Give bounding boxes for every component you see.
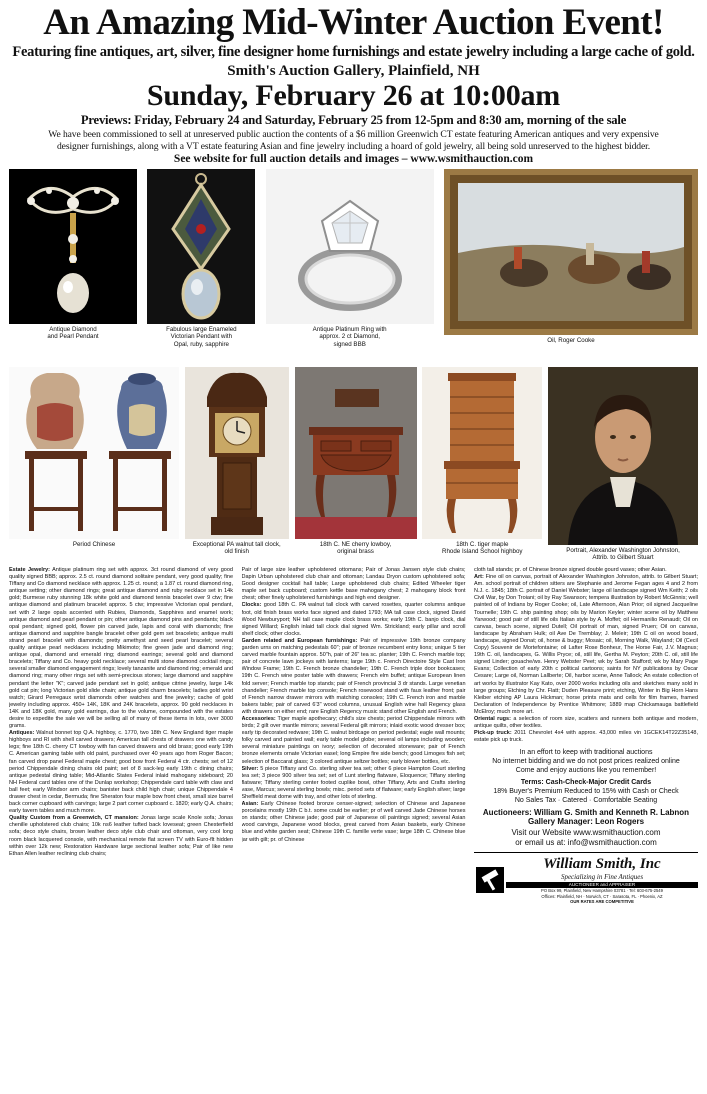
manager-line: Gallery Manager: Leon Rogers [527, 817, 645, 827]
logo-offices: Offices: Plainfield, NH · Norwich, CT · Sarasota, FL · Phoenix, AZ [541, 893, 663, 899]
logo-address: PO Box 99, Plainfield, New Hampshire 03781 · Tel: 603-675-2549 [541, 888, 663, 894]
photo-cell-portrait [548, 367, 698, 562]
terms-line: Terms: Cash-Check-Major Credit Cards [520, 779, 652, 787]
photo-caption: Period Chinese [72, 541, 116, 548]
email-line[interactable]: or email us at: info@wsmithauction.com [515, 838, 657, 848]
photo-caption: Oil, Roger Cooke [547, 337, 595, 344]
listing-columns [9, 567, 698, 1072]
notice-line: Come and enjoy auctions like you remember! [515, 767, 657, 775]
auction-date: Sunday, February 26 at 10:00am [146, 79, 561, 112]
photo-cell-ring [266, 169, 434, 348]
paragraph-garden: Garden related and European furnishings: Pair of impressive 19th bronze company garden urns on matching pedestals 60"; pair of bronze recumbent entry lions; unique 5 tier carved marble fountain approx. 50"h, pair of 26" tea sc. planter; 19th C. French marble top; pair of concrete lawn jockeys with lanterns; large 19th c. French Directoire Style Cast Iron Window Frame; 19th C. French bronze chandelier; 19th C. French triple door bookcases; 19th C. French wine poster table with drawers; French elm buffet; antique European linen fold server; French marble top stands; pair of French provincial 3 dr stands. Large venetian chandelier; French marble top console; French rosewood stand with faux leather front; pair of French narrow drawer mirrors with matching consoles; 19th C. French iron and marble bakers table; pair of carved 6'3" wood columns, unusual English wine hall Regency glass with drawers on either end; rare English Regency music stand other English and French. [241, 637, 466, 715]
photo-cell-chinese [9, 367, 179, 548]
notice-line: In an effort to keep with traditional auctions [519, 749, 653, 757]
photo-caption: Portrait, Alexander Washington Johnston, Attrib. to Gilbert Stuart [566, 547, 680, 562]
pendant-photo [9, 169, 137, 324]
column-3 [474, 567, 698, 1072]
paragraph-estate-jewelry: Estate Jewelry: Antique platinum ring set with approx. 3ct round diamond of very good quality signed BBB; approx. 2.5 ct. round diamond solitaire pendant, very good quality; fine Tiffany and Co diamond necklace with approx. 1.25 ct. round; a 1.87 ct. round diamond ring, antique setting; other diamond rings; great antique diamond and ruby necklace set in 14k gold; Burmese ruby stunning 18k white gold and diamond tennis bracelet over 9 ctw; fine antique diamond and platinum bracelet approx. 5 ctw; impressive Victorian opal pendant, set with 2 large opals accented with Rubies, Diamonds, Sapphires and enamel work; antique diamond and pearl pendant or pin; other antique diamond pins and pendants; black opal pendant; signed gold, flower pin carved jade, lapis and coral with diamonds; fine antique diamond and sapphire bangle bracelet other gold gem set bracelets; antique multi strand pearl bracelet with diamonds; pretty amethyst and seed pearl bracelet; several quality antique pearl necklaces including Mikimoto; fine green jade and diamond ring; antique opal, diamond and emerald ring; diamond earrings; several gold and diamond bracelets; Tiffany and Co. heavy gold necklace; several multi stone diamond cocktail rings; several smaller diamond engagement rings; lovely tanzanite and diamond ring; emerald and diamond ring; many other rings set with semi-precious stones; large diamond and sapphire pendant the letter "K"; carved jade pendant set in gold; antique citrine jewelry, large 14k gold cat pin; long Victorian gold slide chain; antique gold charm bracelets; ladies gold wrist watch; Girard Perregaux wrist diamonds other watches and fine jewelry; cache of gold jewelry including approx. 450+ 14K, 18K and 24K bracelets, approx. 90 gold necklaces in 14K and 18K gold, many gold earrings, due to the volume, compounded with the estates desire to expedite the sale we will be selling all of many of these items in lots, over 3000 grams. [9, 567, 233, 730]
photo-caption: 18th C. NE cherry lowboy, original brass [319, 541, 392, 556]
column-2 [242, 567, 466, 1072]
featuring-line: Featuring fine antiques, art, silver, fine designer home furnishings and estate jewelry including a large cache of gold. [12, 44, 695, 60]
photo-cell-pendant [9, 169, 137, 341]
photo-caption: Antique Diamond and Pearl Pendant [47, 326, 99, 341]
photo-cell-highboy [422, 367, 542, 556]
ring-photo [266, 169, 434, 324]
logo-bar: AUCTIONEER and APPRAISER [506, 882, 698, 888]
visit-website-line[interactable]: Visit our Website www.wsmithauction.com [511, 828, 661, 838]
photo-cell-lowboy [295, 367, 417, 556]
notice-line: No internet bidding and we do not post prices realized online [492, 758, 680, 766]
company-logo-block [474, 852, 698, 904]
painting-photo [444, 169, 698, 335]
logo-subtitle: Specializing in Fine Antiques [560, 873, 644, 882]
gavel-logo-icon [474, 863, 506, 897]
photo-row-2 [9, 367, 698, 563]
paragraph-antiques: Antiques: Walnut bonnet top Q.A. highboy, c. 1770, two 18th C. New England tiger maple highboys and RI with shell carved drawers; American tall chests of drawers one with candy legs; fine 18th C. cherry CT lowboy with fan carved drawers and old brass; good early 19th C. American gaming table with old paint, purchased over 40 years ago from Roger Bacon; fan carved drop panel Federal maple chest; good bow front Federal 4 ctr. chests; set of 12 period Chippendale dining chairs old paint; set of 8 sack-leg early 19th c dining chairs; antique pedestal dining table; Mid-Atlantic States Federal inlaid mahogany sideboard; 20 NH Federal card tables one of the Dunlap workshop; Chippendale card table with claw and ball feet; early Windsor arm chairs; banister back child high chair; unique Chippendale 4 drawer chest in cedar, Bermuda; fine Sheraton four maple bow front chest, small size barrel back corner cupboard with carvings; large 2 part corner cupboard c. 1820; early Q.A. chairs; early tavern tables and much more. [9, 730, 233, 815]
auctioneers-line: Auctioneers: William G. Smith and Kenneth R. Labnon [482, 808, 690, 818]
paragraph-truck: Pick-up truck: 2011 Chevrolet 4x4 with approx. 43,000 miles vin 1GCEK14T22Z35148, estate pick up truck. [474, 730, 698, 744]
paragraph-asian-continued: cloth tall stands; pr. of Chinese bronze signed double gourd vases; other Asian. [474, 567, 667, 573]
paragraph-asian: Asian: Early Chinese footed bronze censer-signed; selection of Chinese and Japanese porcelains mostly 19th C b.t. some could be earlier; pr of well carved Jade Chinese horses on stands; other Chinese jade; good pair of Japanese oil paintings signed; several Asian wood carvings, Japanese wood blocks, great carved from Asian baskets, early Chinese blue and white garden seat; Chinese 19th C. famille verte vase; large 18th C. Chinese blue jar with gilt; pr. of Chinese [241, 801, 466, 843]
paragraph-custom: Quality Custom from a Greenwich, CT mansion: Jonas large scale Knole sofa; Jonas chenille upholstered club chairs; 10k ns6 leather tufted back loveseat; green Chesterfield sofa; deco style chairs, brown leather deco style club chair and ottoman, very cool long room black lacquered console, with mechanical remote flat screen TV with Euro-flt hidden within over 12k new; Restoration Hardware large sectional leather sofa; Pair of like new Ethan Allen leather reclining club chairs; [9, 815, 233, 857]
paragraph-clocks: Clocks: good 18th C. PA walnut tall clock with carved rosettes, quarter columns antique foot, old finish brass works face signed and dated 1793; MA tall case clock, signed David Wood Newburyport; NH tall case maple clock brass works; early 19th C. banjo clock, dial signed Willard; English inlaid tall clock dial signed Wm. Strickland; early pillar and scroll shelf clock; other clocks. [241, 602, 466, 637]
photo-cell-tall-clock [185, 367, 289, 556]
tall-clock-photo [185, 367, 289, 539]
website-line: See website for full auction details and images – www.wsmithauction.com [173, 153, 534, 165]
logo-text [506, 856, 698, 904]
photo-row-1 [9, 169, 698, 365]
photo-caption: 18th C. tiger maple Rhode Island School highboy [442, 541, 523, 556]
intro-line-2: designer furnishings, along with a VT estate featuring Asian and fine jewelry including a hoard of gold jewelry, all being sold unreserved to the highest bidder. [56, 141, 651, 152]
highboy-photo [422, 367, 542, 539]
photo-cell-painting [444, 169, 698, 344]
enameled-pendant-photo [147, 169, 255, 324]
logo-title: William Smith, Inc [543, 856, 661, 873]
photo-caption: Fabulous large Enameled Victorian Pendant with Opal, ruby, sapphire [166, 326, 237, 348]
paragraph-continued: Pair of large size leather upholstered ottomans; Pair of Jonas Jansen style club chairs; Dapin Urban upholstered club chair and ottoman; Landau Dryon custom upholstered sofa; Good designer cocktail hall table; Large upholstered club chairs; Edited Wheeler tiger maple set back cupboard; custom kettle base mahogany chest; 2 mahogany block front chest; other finely upholstered furnishings and high end designer. [241, 567, 466, 602]
chinese-jars-photo [9, 367, 179, 539]
terms-line: No Sales Tax · Catered · Comfortable Seating [514, 797, 658, 805]
paragraph-silver: Silver: 5 piece Tiffany and Co. sterling silver tea set; other 6 piece Hampton Court sterling tea set; 3 piece 900 silver tea set; set of Lunt sterling flatware, Eloquence; Tiffany sterling flatware; Tiffany sterling center footed cuplike bowl, other Tiffany, Arts and Crafts sterling vase, Marcus; several sterling bowls; misc. period sets of flatware; early English silver; large Sheffield meat dome with tray, and other lots of sterling. [241, 765, 466, 800]
intro-line-1: We have been commissioned to sell at unreserved public auction the contents of a $6 million Greenwich CT estate featuring American antiques and very expensive [48, 129, 659, 140]
photo-caption: Antique Platinum Ring with approx. 2 ct Diamond, signed BBB [312, 326, 387, 348]
notice-box [474, 748, 698, 848]
lowboy-photo [295, 367, 417, 539]
portrait-photo [548, 367, 698, 545]
photo-caption: Exceptional PA walnut tall clock, old finish [192, 541, 281, 556]
headline: An Amazing Mid-Winter Auction Event! [43, 2, 664, 43]
terms-line: 18% Buyer's Premium Reduced to 15% with Cash or Check [493, 788, 679, 796]
previews-line: Previews: Friday, February 24 and Saturday, February 25 from 12-5pm and 8:30 am, morning of the sale [80, 113, 627, 127]
gallery-name: Smith's Auction Gallery, Plainfield, NH [227, 63, 480, 79]
paragraph-accessories: Accessories: Tiger maple apothecary; child's size chests; period Chippendale mirrors with birds; 2 gilt over mantle mirrors; several Federal gilt mirrors; inlaid exotic wood dresser box; early tip decorated redware; 19th C. walnut birdcage on period pedestal; eagle wall mounts; folky carved and painted wall; early table model globe; several oil lamps including wooden; several miniature paintings on ivory; selection of decorated stoneware; pair of French bronze elements ornate Victorian easel; long Empire fire side bench; good Limoges fish set; selection of Baccarat glass; 3 colored antique seltzer bottles; early blower bottles, etc. [241, 715, 466, 765]
paragraph-art: Art: Fine oil on canvas, portrait of Alexander Washington Johnston, attrib. to Gilbert Stuart; Am. school portrait of children sitters are Stephanie and Jerome Fegan ages 4 and 2 from N.J. c. 1845; 18th C. portrait of Daniel Webster; large oil landscape signed Wm Keith; 2 oils Civil War, by Don Troiani; oil by Ray Swanson; tempera illustration by Robert McGinnis; well painted oil of Indians by Roger Cooke; oil, Late Afternoon, Alan Prior; oil signed Jacqueline Tournelle; 19th C. ship painting shop; oils by Marion Keyler; winter scene oil by Matthew Yarwood; good pair of still life oils Italian style by A. Moffet; oil Hermanilio Renaudi; Oil on canvas, beach scene, signed Dutell; Oil portrait of man, signed Pruen; Oil on canvas, landscape by Abraham Hulk; oil Ave De Tremblay; J. Meleir; 19th C oil on wood board, landscape, signed Donat; oil, horse & buggy; Mosaic; oil, Morning Walk, Wayland; Oil (Cecil Copy) Souvenir de Mortefontaine; oil Lafter Rose Bonheur, The Horse Fair, J.V. Magnus; 19th C. oil, landscapes, G. Willis Pryce; oil, still life, Gertha M. Peyton; 20th C. oil, still life signed Linder; gouache/ws. Henry Webster Peet; wk by Sarah Stafford; wk by Mary Page Evans; Collection of early 20th c political cartoons; saints for NY publications by Oscar Cesare; Large oil, Norman Lallberte; Oil, harbor scene, Anne Tallock; An estate collection of art works by illustrator Kay Kato, over 2000 works including oils and sketches many sold in large groups; Etching by Chr. Flatt; Duden Pleasure print; etching, Winter in Big Horn Hans Kleiber etching AP Laura Hickman; horse prints mats and cells for film frames, framed Declaration of Independence by Prentice Whitmore; 1889 map Chickamauga battlefield McElroy; much more art. [474, 574, 698, 715]
photo-cell-enameled-pendant [147, 169, 255, 348]
paragraph-rugs: Oriental rugs: a selection of room size, scatters and runners both antique and modern, antique quilts, other textiles. [474, 715, 698, 730]
column-1 [9, 567, 233, 1072]
logo-tagline: OUR RATES ARE COMPETITIVE [570, 899, 634, 905]
